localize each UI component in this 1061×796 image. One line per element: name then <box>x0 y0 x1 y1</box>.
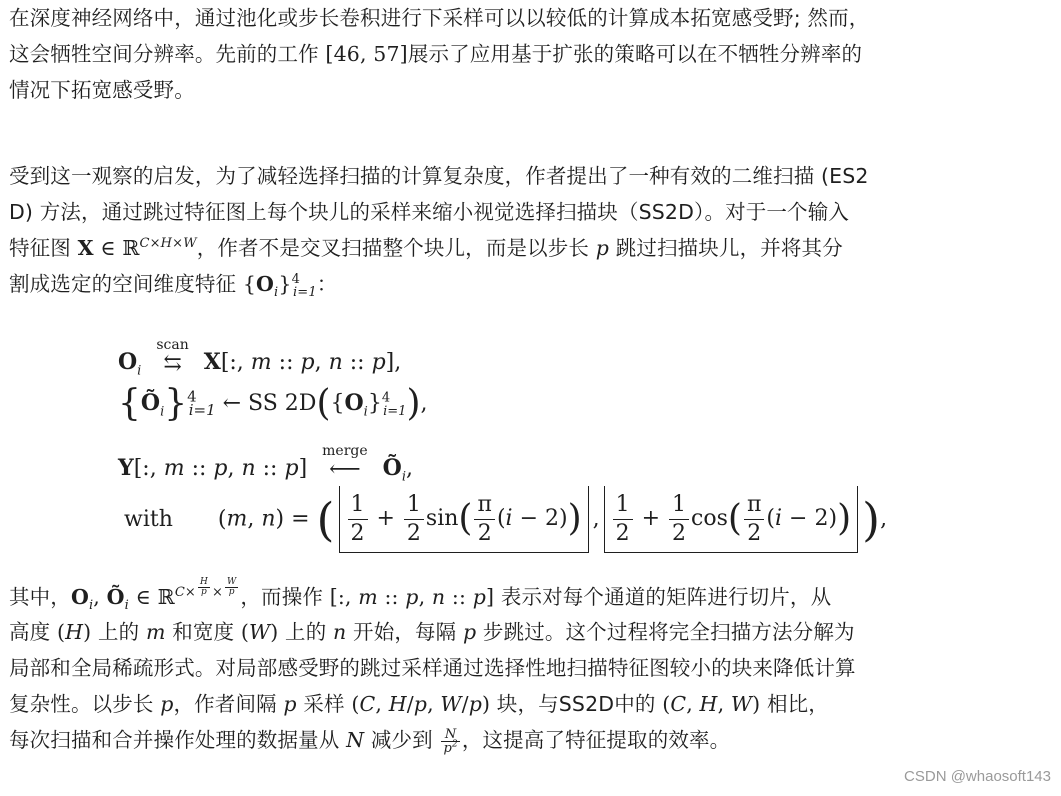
math-oi-set: $\{O_i\}^4_{i=1}$ <box>242 272 317 301</box>
text-line: 情况下拓宽感受野。 <box>9 78 195 102</box>
math-slice-op: [:, m :: p, n :: p] <box>329 584 495 609</box>
text-line: 在深度神经网络中，通过池化或步长卷积进行下采样可以以较低的计算成本拓宽感受野; 然而， <box>9 6 870 30</box>
text-line: 复杂性。以步长 p，作者间隔 p 采样 (C, H/p, W/p) 块，与SS2D中的 (C, H, W) 相比， <box>9 692 829 716</box>
floor-sin: $\frac{1}{2}$ + $\frac{1}{2}$ sin( $\frac{\pi}{2}$ (i − 2)) <box>339 486 589 553</box>
text-span: 相比， <box>760 692 829 716</box>
text-span: ，作者不是交叉扫描整个块儿，而是以步长 <box>196 236 596 260</box>
floor-cos: $\frac{1}{2}$ + $\frac{1}{2}$ cos( $\frac{\pi}{2}$ (i − 2)) <box>604 486 858 553</box>
text-span: ，而操作 <box>240 584 330 609</box>
text-span: ： <box>316 272 338 296</box>
equation-line-ss2d: $\{Õ_i\}^4_{i=1}$ ← SS $2D(\{O_i\}^4_{i=1})$, <box>118 383 428 424</box>
text-line: 高度 (H) 上的 m 和宽度 (W) 上的 n 开始，每隔 p 步跳过。这个过程将完全扫描方法分解为 <box>9 620 855 644</box>
citation-link[interactable]: [46, 57] <box>325 42 408 66</box>
equation-line-scan: $O_i$ scan ⇆ X[:, m :: p, n :: p], <box>118 337 402 379</box>
csdn-watermark: CSDN @whaosoft143 <box>904 768 1051 785</box>
text-span: 开始，每隔 <box>346 620 463 644</box>
text-span: 采样 <box>296 692 352 716</box>
equation-line-merge: Y[:, m :: p, n :: p] merge ⟵ $Õ_i$, <box>118 443 413 485</box>
text-line <box>9 36 1054 72</box>
text-span: 表示对每个通道的矩阵进行切片，从 <box>494 584 832 609</box>
paragraph-downsampling <box>9 0 1054 108</box>
text-span: 展示了应用基于扩张的策略可以在不牺牲分辨率的 <box>407 42 863 66</box>
text-line <box>9 578 1054 614</box>
text-span: 其中， <box>9 584 71 609</box>
math-n-over-p2: $\frac{N}{p^2}$ <box>443 726 458 756</box>
text-span: ，这提高了特征提取的效率。 <box>461 728 731 752</box>
scan-arrow: scan ⇆ <box>156 337 189 376</box>
text-span: 高度 <box>9 620 57 644</box>
paragraph-explanation <box>9 578 1054 758</box>
math-o-tilde-in-r: $O_i$, $Õ_i$ ∈ ℝ$^{C\times \frac{H}{p} \times \frac{W}{p}}$ <box>70 577 237 613</box>
text-line: 受到这一观察的启发，为了减轻选择扫描的计算复杂度，作者提出了一种有效的二维扫描 (ES2 <box>9 164 869 188</box>
text-span: 每次扫描和合并操作处理的数据量从 <box>9 728 347 752</box>
text-span: 跳过扫描块儿，并将其分 <box>609 236 843 260</box>
math-p: p <box>595 236 610 260</box>
text-span: 特征图 <box>9 236 78 260</box>
text-span: 这会牺牲空间分辨率。先前的工作 <box>9 42 326 66</box>
text-span: 上的 <box>91 620 146 644</box>
equation-block <box>118 336 998 576</box>
text-span: 和宽度 <box>165 620 241 644</box>
paragraph-es2d-method <box>9 158 1054 302</box>
text-line: 每次扫描和合并操作处理的数据量从 N 减少到 $\frac{N}{p^2}$ ，这提高了特征提取的效率。 <box>9 726 731 756</box>
text-span: 减少到 <box>364 728 440 752</box>
with-label: with <box>124 506 173 532</box>
merge-label: merge <box>322 443 368 459</box>
text-span: 上的 <box>278 620 334 644</box>
text-line: 局部和全局稀疏形式。对局部感受野的跳过采样通过选择性地扫描特征图较小的块来降低计算 <box>9 656 856 680</box>
text-span: 块，与SS2D中的 <box>490 692 663 716</box>
math-x-in-r: X ∈ ℝ$^{C\times H\times W}$ <box>77 236 197 260</box>
scan-label: scan <box>156 337 189 353</box>
text-line <box>9 266 1054 302</box>
text-span: 复杂性。以步长 <box>9 692 161 716</box>
text-span: ，作者间隔 <box>173 692 284 716</box>
text-span: 步跳过。这个过程将完全扫描方法分解为 <box>476 620 855 644</box>
equation-line-with: with (m, n) = ( $\frac{1}{2}$ + $\frac{1}{2}$ sin( $\frac{\pi}{2}$ (i − 2)) , $\frac{1}{2}$ + $\frac{1}{2}$ cos( $\frac{\pi}{2}$ (i − 2)) ), <box>118 486 887 553</box>
text-line: D) 方法，通过跳过特征图上每个块儿的采样来缩小视觉选择扫描块（SS2D）。对于一个输入 <box>9 200 850 224</box>
text-line <box>9 230 1054 266</box>
text-span: 割成选定的空间维度特征 <box>9 272 243 296</box>
merge-arrow: merge ⟵ <box>322 443 368 482</box>
